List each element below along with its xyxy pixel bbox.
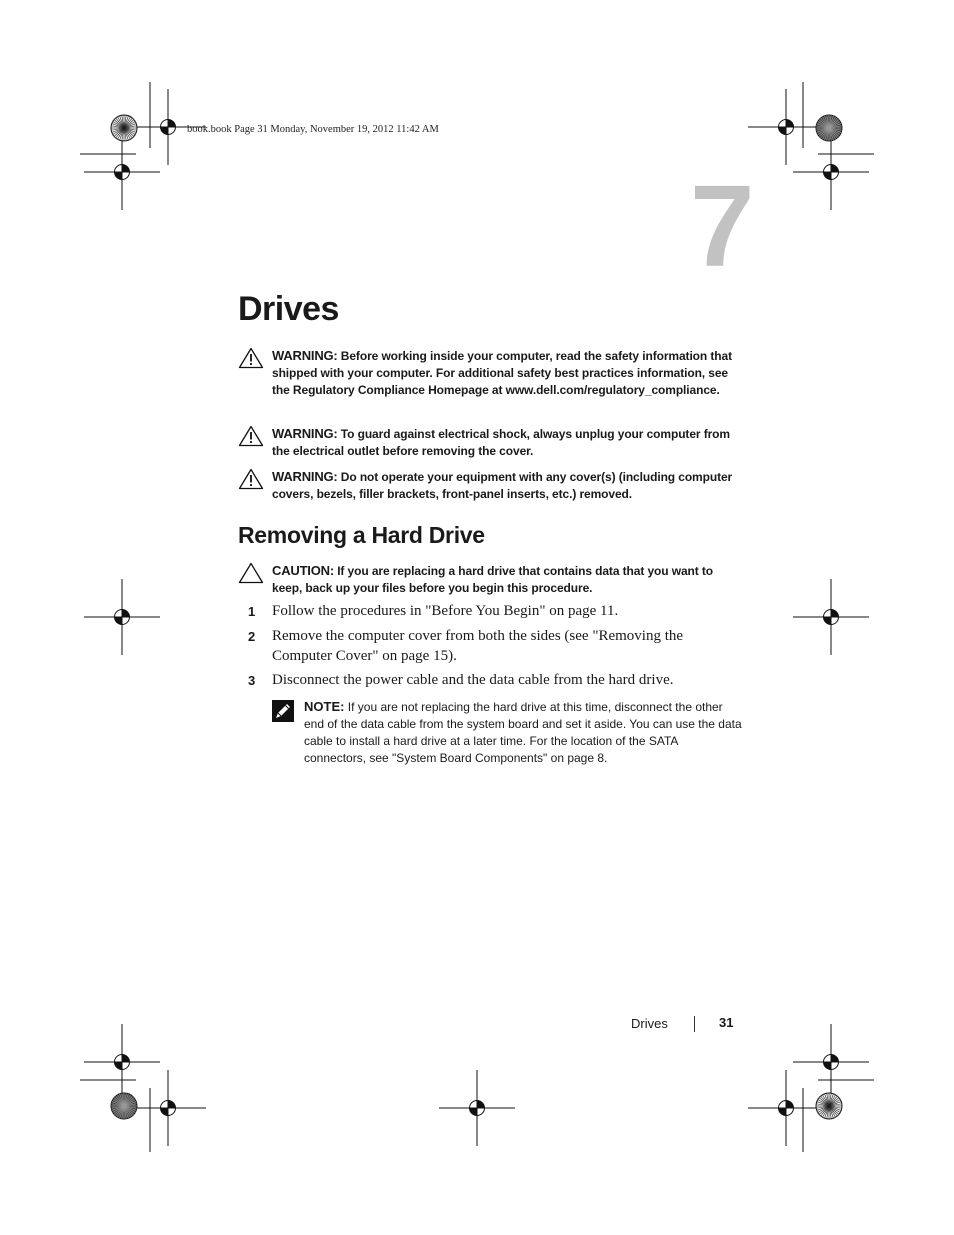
- note-label: NOTE:: [304, 699, 345, 714]
- caution-label: CAUTION:: [272, 563, 334, 578]
- footer-page-number: 31: [719, 1015, 734, 1030]
- footer-section-name: Drives: [631, 1016, 668, 1031]
- section-heading: Removing a Hard Drive: [238, 522, 485, 548]
- step-item: [248, 602, 738, 622]
- registration-crosshair: [84, 579, 160, 655]
- step-number: 3: [248, 673, 256, 688]
- step-item: [248, 627, 738, 666]
- registration-crosshair: [130, 1070, 206, 1146]
- step-text: Remove the computer cover from both the sides (see "Removing the Computer Cover" on page 15).: [272, 628, 684, 664]
- page-title: Drives: [238, 290, 339, 328]
- color-target-mark: [816, 115, 842, 141]
- caution-text: If you are replacing a hard drive that contains data that you want to keep, back up your files before you begin this procedure.: [272, 564, 714, 595]
- footer-divider: [694, 1016, 695, 1032]
- warning-notice: [238, 425, 738, 460]
- warning-notice: [238, 347, 738, 399]
- registration-crosshair: [439, 1070, 515, 1146]
- registration-crosshair: [793, 579, 869, 655]
- warning-label: WARNING:: [272, 348, 338, 363]
- registration-crosshair: [748, 1070, 824, 1146]
- color-target-mark: [111, 1093, 137, 1119]
- color-target-mark: [816, 1093, 842, 1119]
- warning-text: To guard against electrical shock, always unplug your computer from the electrical outlet before removing the cover.: [272, 427, 730, 458]
- step-number: 2: [248, 629, 256, 644]
- color-target-mark: [111, 115, 137, 141]
- warning-notice: [238, 468, 738, 503]
- note-pencil-icon: [272, 700, 294, 722]
- warning-text: Do not operate your equipment with any cover(s) (including computer covers, bezels, filler brackets, front-panel inserts, etc.) removed.: [272, 470, 733, 501]
- note-text: If you are not replacing the hard drive at this time, disconnect the other end of the data cable from the system board and set it aside. You can use the data cable to install a hard drive at a later time. For the location of the SATA connectors, see "System Board Components" on page 8.: [304, 700, 742, 765]
- step-text: Disconnect the power cable and the data cable from the hard drive.: [272, 672, 674, 688]
- step-item: [248, 671, 738, 691]
- registration-crosshair: [793, 1024, 869, 1100]
- chapter-number: 7: [690, 161, 755, 291]
- registration-crosshair: [748, 89, 824, 165]
- caution-triangle-icon: [238, 562, 264, 584]
- registration-crosshair: [84, 134, 160, 210]
- warning-label: WARNING:: [272, 469, 338, 484]
- registration-crosshair: [793, 134, 869, 210]
- step-text: Follow the procedures in "Before You Begin" on page 11.: [272, 603, 619, 619]
- caution-notice: [238, 562, 738, 597]
- registration-crosshair: [84, 1024, 160, 1100]
- warning-label: WARNING:: [272, 426, 338, 441]
- warning-text: Before working inside your computer, read the safety information that shipped with your computer. For additional safety best practices information, see the Regulatory Compliance Homepage at www.dell.com/regulatory_compliance.: [272, 349, 732, 397]
- print-slug-line: book.book Page 31 Monday, November 19, 2012 11:42 AM: [187, 124, 439, 135]
- step-number: 1: [248, 604, 256, 619]
- warning-triangle-icon: [238, 468, 264, 490]
- note-notice: [272, 698, 742, 767]
- warning-triangle-icon: [238, 425, 264, 447]
- warning-triangle-icon: [238, 347, 264, 369]
